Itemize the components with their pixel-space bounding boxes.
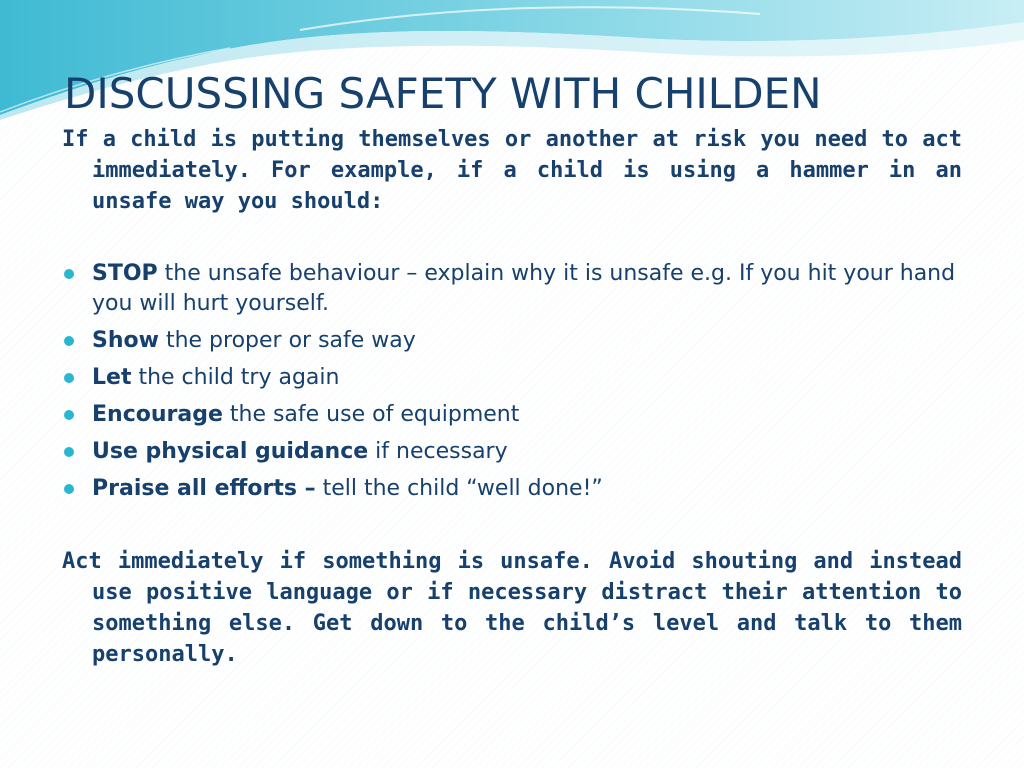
- slide-content: [62, 124, 962, 670]
- bullet-icon: [64, 336, 74, 346]
- bullet-list: [62, 259, 962, 504]
- list-item: [62, 400, 962, 430]
- bullet-keyword: Let: [92, 365, 132, 390]
- bullet-text: the proper or safe way: [158, 328, 416, 353]
- list-item: [62, 437, 962, 467]
- bullet-text: the child try again: [131, 365, 340, 390]
- closing-paragraph: Act immediately if something is unsafe. Avoid shouting and instead use positive language or if necessary distract their attention to something else. Get down to the child’s level and talk to them personally.: [62, 549, 962, 667]
- bullet-icon: [64, 269, 74, 279]
- bullet-keyword: Encourage: [92, 402, 223, 427]
- bullet-text: tell the child “well done!”: [315, 476, 603, 501]
- bullet-icon: [64, 447, 74, 457]
- bullet-keyword: STOP: [92, 261, 158, 286]
- bullet-icon: [64, 373, 74, 383]
- bullet-keyword: Use physical guidance: [92, 439, 369, 464]
- bullet-text: the safe use of equipment: [222, 402, 520, 427]
- bullet-icon: [64, 410, 74, 420]
- bullet-text: the unsafe behaviour – explain why it is unsafe e.g. If you hit your hand you will hurt yourself.: [92, 261, 956, 316]
- bullet-icon: [64, 484, 74, 494]
- bullet-keyword: Praise all efforts –: [92, 476, 316, 501]
- bullet-keyword: Show: [92, 328, 159, 353]
- list-item: [62, 474, 962, 504]
- bullet-text: if necessary: [368, 439, 508, 464]
- list-item: [62, 326, 962, 356]
- list-item: [62, 363, 962, 393]
- list-item: [62, 259, 962, 319]
- intro-paragraph: If a child is putting themselves or another at risk you need to act immediately. For example, if a child is using a hammer in an unsafe way you should:: [62, 127, 962, 214]
- slide-title: DISCUSSING SAFETY WITH CHILDEN: [64, 69, 822, 118]
